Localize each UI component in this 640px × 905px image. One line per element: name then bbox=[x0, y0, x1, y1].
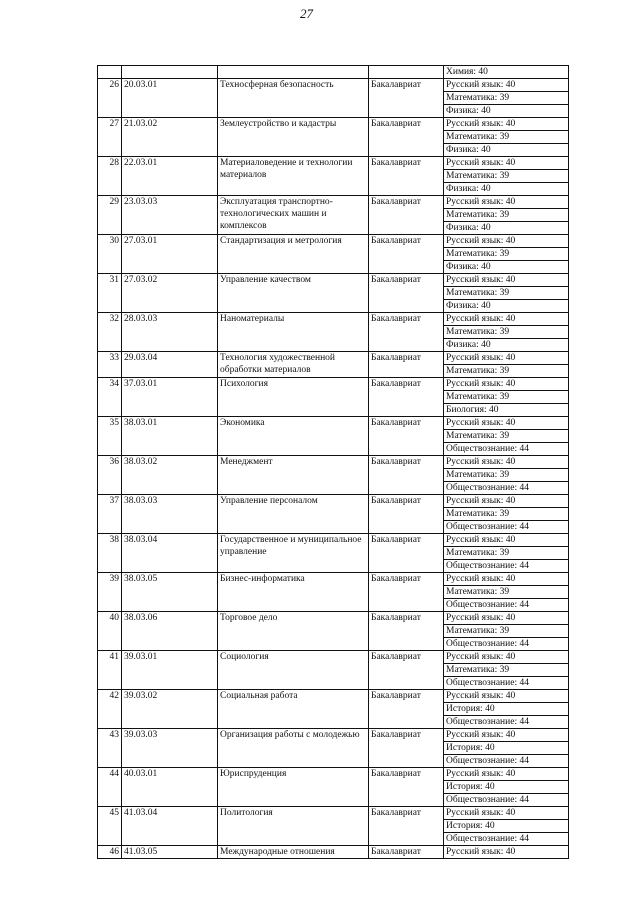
subject-cell: Физика: 40 bbox=[444, 183, 569, 196]
level-cell: Бакалавриат bbox=[369, 235, 444, 274]
level-cell: Бакалавриат bbox=[369, 534, 444, 573]
program-name-cell: Стандартизация и метрология bbox=[218, 235, 369, 274]
subject-cell: История: 40 bbox=[444, 781, 569, 794]
code-cell: 41.03.05 bbox=[122, 846, 218, 859]
subject-cell: История: 40 bbox=[444, 742, 569, 755]
program-name-cell: Управление персоналом bbox=[218, 495, 369, 534]
subject-cell: Математика: 39 bbox=[444, 508, 569, 521]
subject-cell: Математика: 39 bbox=[444, 287, 569, 300]
subject-cell: Русский язык: 40 bbox=[444, 79, 569, 92]
level-cell: Бакалавриат bbox=[369, 456, 444, 495]
num-cell: 46 bbox=[98, 846, 122, 859]
num-cell: 36 bbox=[98, 456, 122, 495]
num-cell: 30 bbox=[98, 235, 122, 274]
table-row bbox=[98, 768, 569, 781]
subject-cell: Биология: 40 bbox=[444, 404, 569, 417]
subject-cell: Русский язык: 40 bbox=[444, 157, 569, 170]
subject-cell: Русский язык: 40 bbox=[444, 768, 569, 781]
program-name-cell: Экономика bbox=[218, 417, 369, 456]
code-cell: 21.03.02 bbox=[122, 118, 218, 157]
num-cell: 45 bbox=[98, 807, 122, 846]
subject-cell: Русский язык: 40 bbox=[444, 729, 569, 742]
code-cell: 38.03.03 bbox=[122, 495, 218, 534]
code-cell: 27.03.01 bbox=[122, 235, 218, 274]
subject-cell: Русский язык: 40 bbox=[444, 807, 569, 820]
table-row bbox=[98, 456, 569, 469]
subject-cell: Математика: 39 bbox=[444, 92, 569, 105]
subject-cell: Русский язык: 40 bbox=[444, 352, 569, 365]
table-row bbox=[98, 313, 569, 326]
program-name-cell: Социология bbox=[218, 651, 369, 690]
subject-cell: Математика: 39 bbox=[444, 469, 569, 482]
subject-cell: Русский язык: 40 bbox=[444, 417, 569, 430]
num-cell: 33 bbox=[98, 352, 122, 378]
program-name-cell: Международные отношения bbox=[218, 846, 369, 859]
table-row bbox=[98, 729, 569, 742]
subject-cell: Обществознание: 44 bbox=[444, 755, 569, 768]
num-cell: 34 bbox=[98, 378, 122, 417]
table-row bbox=[98, 79, 569, 92]
subject-cell: История: 40 bbox=[444, 820, 569, 833]
program-name-cell: Технология художественной обработки материалов bbox=[218, 352, 369, 378]
subject-cell: Математика: 39 bbox=[444, 131, 569, 144]
subject-cell: Обществознание: 44 bbox=[444, 638, 569, 651]
program-name-cell: Юриспруденция bbox=[218, 768, 369, 807]
num-cell: 28 bbox=[98, 157, 122, 196]
code-cell: 38.03.01 bbox=[122, 417, 218, 456]
num-cell bbox=[98, 66, 122, 79]
table-row bbox=[98, 807, 569, 820]
level-cell: Бакалавриат bbox=[369, 729, 444, 768]
subject-cell: Физика: 40 bbox=[444, 222, 569, 235]
subject-cell: Русский язык: 40 bbox=[444, 495, 569, 508]
subject-cell: Обществознание: 44 bbox=[444, 443, 569, 456]
table-row bbox=[98, 417, 569, 430]
level-cell: Бакалавриат bbox=[369, 79, 444, 118]
program-name-cell: Техносферная безопасность bbox=[218, 79, 369, 118]
table-row bbox=[98, 378, 569, 391]
level-cell: Бакалавриат bbox=[369, 196, 444, 235]
level-cell: Бакалавриат bbox=[369, 352, 444, 378]
code-cell: 29.03.04 bbox=[122, 352, 218, 378]
subject-cell: Математика: 39 bbox=[444, 430, 569, 443]
level-cell: Бакалавриат bbox=[369, 690, 444, 729]
num-cell: 29 bbox=[98, 196, 122, 235]
subject-cell: Физика: 40 bbox=[444, 105, 569, 118]
subject-cell: Математика: 39 bbox=[444, 547, 569, 560]
num-cell: 26 bbox=[98, 79, 122, 118]
program-name-cell: Организация работы с молодежью bbox=[218, 729, 369, 768]
table-row bbox=[98, 534, 569, 547]
table-row bbox=[98, 352, 569, 365]
code-cell: 23.03.03 bbox=[122, 196, 218, 235]
code-cell: 40.03.01 bbox=[122, 768, 218, 807]
level-cell: Бакалавриат bbox=[369, 768, 444, 807]
code-cell: 39.03.01 bbox=[122, 651, 218, 690]
subject-cell: Русский язык: 40 bbox=[444, 456, 569, 469]
level-cell: Бакалавриат bbox=[369, 118, 444, 157]
subject-cell: Физика: 40 bbox=[444, 339, 569, 352]
subject-cell: Русский язык: 40 bbox=[444, 534, 569, 547]
table-row bbox=[98, 690, 569, 703]
num-cell: 42 bbox=[98, 690, 122, 729]
code-cell: 22.03.01 bbox=[122, 157, 218, 196]
subject-cell: Обществознание: 44 bbox=[444, 716, 569, 729]
level-cell: Бакалавриат bbox=[369, 274, 444, 313]
num-cell: 41 bbox=[98, 651, 122, 690]
subject-cell: Математика: 39 bbox=[444, 586, 569, 599]
subject-cell: Русский язык: 40 bbox=[444, 313, 569, 326]
page-number: 27 bbox=[300, 6, 313, 21]
table-row bbox=[98, 495, 569, 508]
level-cell: Бакалавриат bbox=[369, 313, 444, 352]
subject-cell: Математика: 39 bbox=[444, 248, 569, 261]
num-cell: 38 bbox=[98, 534, 122, 573]
level-cell: Бакалавриат bbox=[369, 612, 444, 651]
table-row bbox=[98, 235, 569, 248]
num-cell: 27 bbox=[98, 118, 122, 157]
subject-cell: Обществознание: 44 bbox=[444, 560, 569, 573]
subject-cell: Обществознание: 44 bbox=[444, 599, 569, 612]
program-name-cell: Государственное и муниципальное управление bbox=[218, 534, 369, 573]
program-name-cell: Наноматериалы bbox=[218, 313, 369, 352]
num-cell: 39 bbox=[98, 573, 122, 612]
subject-cell: Русский язык: 40 bbox=[444, 612, 569, 625]
num-cell: 44 bbox=[98, 768, 122, 807]
subject-cell: Химия: 40 bbox=[444, 66, 569, 79]
subject-cell: Обществознание: 44 bbox=[444, 521, 569, 534]
level-cell: Бакалавриат bbox=[369, 807, 444, 846]
level-cell: Бакалавриат bbox=[369, 495, 444, 534]
level-cell: Бакалавриат bbox=[369, 846, 444, 859]
num-cell: 43 bbox=[98, 729, 122, 768]
program-name-cell: Материаловедение и технологии материалов bbox=[218, 157, 369, 196]
table-row bbox=[98, 573, 569, 586]
table-row bbox=[98, 196, 569, 209]
program-name-cell: Торговое дело bbox=[218, 612, 369, 651]
subject-cell: Математика: 39 bbox=[444, 391, 569, 404]
subject-cell: Русский язык: 40 bbox=[444, 846, 569, 859]
subject-cell: Русский язык: 40 bbox=[444, 651, 569, 664]
program-name-cell: Бизнес-информатика bbox=[218, 573, 369, 612]
subject-cell: Математика: 39 bbox=[444, 664, 569, 677]
code-cell: 39.03.03 bbox=[122, 729, 218, 768]
num-cell: 31 bbox=[98, 274, 122, 313]
subject-cell: Обществознание: 44 bbox=[444, 794, 569, 807]
program-name-cell bbox=[218, 66, 369, 79]
program-name-cell: Управление качеством bbox=[218, 274, 369, 313]
level-cell bbox=[369, 66, 444, 79]
table-row bbox=[98, 651, 569, 664]
subject-cell: Физика: 40 bbox=[444, 261, 569, 274]
table-row bbox=[98, 274, 569, 287]
code-cell: 38.03.05 bbox=[122, 573, 218, 612]
code-cell: 38.03.02 bbox=[122, 456, 218, 495]
subject-cell: Математика: 39 bbox=[444, 326, 569, 339]
level-cell: Бакалавриат bbox=[369, 157, 444, 196]
program-name-cell: Менеджмент bbox=[218, 456, 369, 495]
num-cell: 40 bbox=[98, 612, 122, 651]
level-cell: Бакалавриат bbox=[369, 417, 444, 456]
subject-cell: Русский язык: 40 bbox=[444, 235, 569, 248]
level-cell: Бакалавриат bbox=[369, 378, 444, 417]
subject-cell: Русский язык: 40 bbox=[444, 196, 569, 209]
subject-cell: Физика: 40 bbox=[444, 300, 569, 313]
table-row bbox=[98, 157, 569, 170]
program-name-cell: Психология bbox=[218, 378, 369, 417]
subject-cell: Физика: 40 bbox=[444, 144, 569, 157]
subject-cell: Русский язык: 40 bbox=[444, 378, 569, 391]
code-cell bbox=[122, 66, 218, 79]
subject-cell: Обществознание: 44 bbox=[444, 482, 569, 495]
level-cell: Бакалавриат bbox=[369, 573, 444, 612]
subject-cell: Математика: 39 bbox=[444, 209, 569, 222]
table-row bbox=[98, 612, 569, 625]
subject-cell: Обществознание: 44 bbox=[444, 677, 569, 690]
subject-cell: Русский язык: 40 bbox=[444, 274, 569, 287]
subject-cell: История: 40 bbox=[444, 703, 569, 716]
program-name-cell: Эксплуатация транспортно-технологических машин и комплексов bbox=[218, 196, 369, 235]
subject-cell: Математика: 39 bbox=[444, 365, 569, 378]
subject-cell: Математика: 39 bbox=[444, 625, 569, 638]
subject-cell: Русский язык: 40 bbox=[444, 573, 569, 586]
code-cell: 28.03.03 bbox=[122, 313, 218, 352]
code-cell: 27.03.02 bbox=[122, 274, 218, 313]
num-cell: 37 bbox=[98, 495, 122, 534]
code-cell: 20.03.01 bbox=[122, 79, 218, 118]
subject-cell: Русский язык: 40 bbox=[444, 118, 569, 131]
program-name-cell: Социальная работа bbox=[218, 690, 369, 729]
table-row-continuation bbox=[98, 66, 569, 79]
admission-table bbox=[97, 65, 569, 859]
program-name-cell: Политология bbox=[218, 807, 369, 846]
code-cell: 37.03.01 bbox=[122, 378, 218, 417]
subject-cell: Русский язык: 40 bbox=[444, 690, 569, 703]
level-cell: Бакалавриат bbox=[369, 651, 444, 690]
table-row bbox=[98, 118, 569, 131]
code-cell: 39.03.02 bbox=[122, 690, 218, 729]
code-cell: 38.03.06 bbox=[122, 612, 218, 651]
subject-cell: Обществознание: 44 bbox=[444, 833, 569, 846]
program-name-cell: Землеустройство и кадастры bbox=[218, 118, 369, 157]
num-cell: 35 bbox=[98, 417, 122, 456]
subject-cell: Математика: 39 bbox=[444, 170, 569, 183]
code-cell: 41.03.04 bbox=[122, 807, 218, 846]
num-cell: 32 bbox=[98, 313, 122, 352]
code-cell: 38.03.04 bbox=[122, 534, 218, 573]
table-row bbox=[98, 846, 569, 859]
